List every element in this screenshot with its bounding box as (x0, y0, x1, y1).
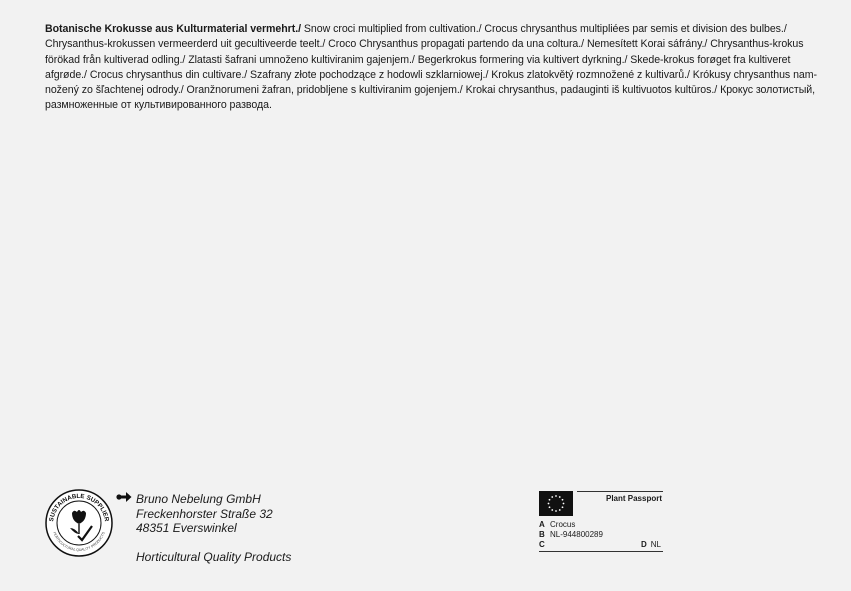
passport-key-b: B (539, 530, 545, 539)
passport-title: Plant Passport (605, 494, 662, 503)
product-description (45, 22, 820, 114)
passport-top-rule (577, 491, 663, 492)
badge-top-text: SUSTAINABLE SUPPLIER (48, 492, 110, 523)
passport-value-b: NL-944800289 (550, 530, 603, 539)
supplier-address (136, 492, 291, 564)
passport-row-d (641, 540, 661, 550)
arrow-right-icon (116, 491, 132, 503)
plant-passport (539, 491, 663, 554)
passport-row-c (539, 540, 550, 550)
sustainable-supplier-badge (44, 488, 114, 558)
description-heading: Botanische Krokusse aus Kulturmaterial vermehrt./ (45, 23, 302, 35)
city-postcode: 48351 Everswinkel (136, 521, 237, 535)
passport-row-b (539, 530, 603, 540)
badge-bottom-text: HORTICULTURAL QUALITY PRODUCTS (52, 531, 106, 553)
eu-flag-icon (539, 491, 573, 516)
company-name: Bruno Nebelung GmbH (136, 492, 261, 506)
passport-row-a (539, 520, 575, 530)
street-address: Freckenhorster Straße 32 (136, 506, 273, 521)
passport-value-a: Crocus (550, 520, 576, 529)
passport-key-c: C (539, 540, 545, 549)
passport-value-d: NL (650, 540, 661, 549)
description-body: Snow croci multiplied from cultivation./ Crocus chrysanthus multipliées par semis et division des bulbes./ Chrysanthus-krokussen vermeerderd uit gecultiveerde teelt./ Croco Chrysanthus propagati partendo da una coltura./ Nemesített Korai sáfrány./ Chrysanthus-krokus förökad från kultiverad odling./ Zlatasti šafrani umnoženo kultiviranim gajenjem./ Begerkrokus formering via kultivert dyrkning./ Skede-krokus forøget fra kultiveret afgrøde./ Crocus chrysanthus din cultivare./ Szafrany złote pochodzące z hodowli szklarniowej./ Krokus zlatokvětý rozmnožené z kultivarů./ Krókusy chrysanthus nam-nožený zo šľachtenej odrody./ Oranžnorumeni žafran, pridobljene s kultiviranim gojenjem./ Krokai chrysanthus, padauginti iš kultivuotos kultūros./ Крокус золотистый, размноженные от культивированного развода. (45, 23, 818, 112)
passport-key-a: A (539, 520, 545, 529)
tagline: Horticultural Quality Products (136, 549, 292, 564)
passport-bottom-rule (539, 551, 663, 552)
passport-key-d: D (640, 540, 647, 549)
